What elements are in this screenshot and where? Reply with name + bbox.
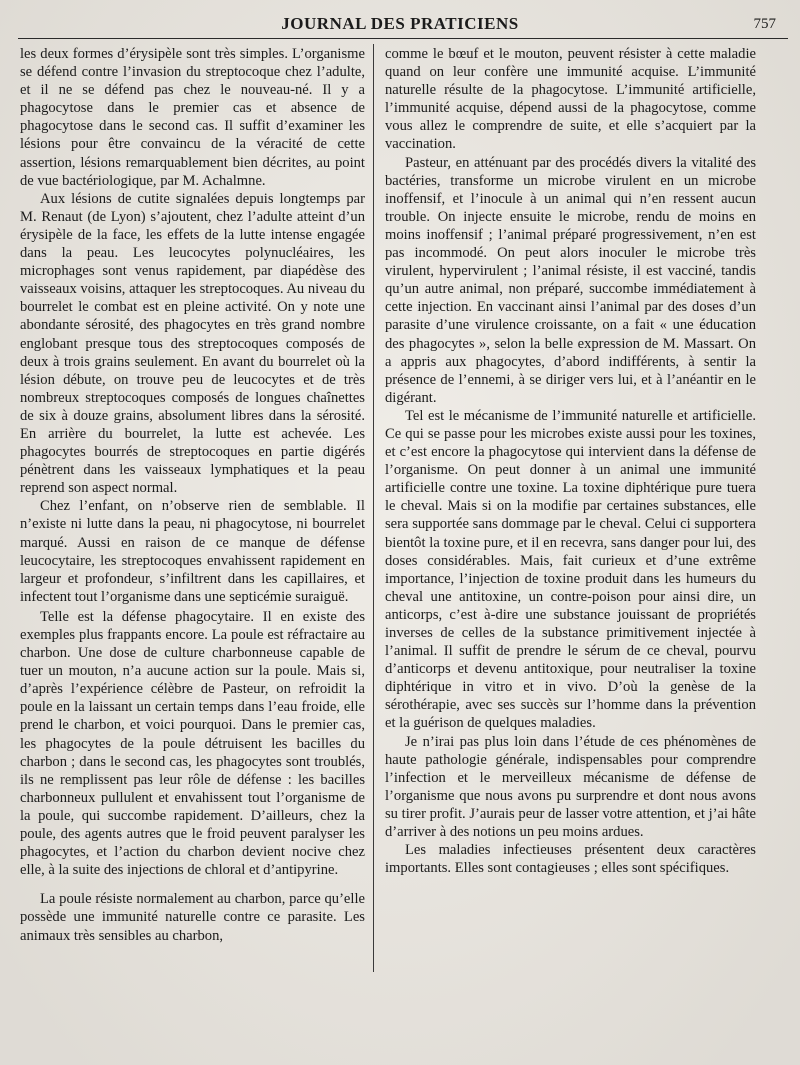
paragraph: les deux formes d’érysipèle sont très simples. L’organisme se défend contre l’invasion du streptocoque chez l’adulte, et il ne se défend pas chez le nouveau-né. Il y a phagocytose dans le premier cas et absence de phagocytose dans le second cas. Il suffit d’examiner les lésions pour être convaincu de la véracité de cette assertion, lésions remarquablement bien décrites, au point de vue bactériologique, par M. Achalmne. [20,46,365,189]
paragraph: Pasteur, en atténuant par des procédés divers la vitalité des bactéries, transforme un microbe virulent en un microbe inoffensif, et l’inocule à un animal qui n’en ressent aucun trouble. On injecte ensuite le microbe, rendu de moins en moins inoffensif ; l’animal préparé progressivement, n’en est pas incommodé. On peut alors inoculer le microbe très virulent, hypervirulent ; l’animal résiste, il est vacciné, tandis qu’un autre animal, non préparé, succombe immédiatement à cette injection. En vaccinant ainsi l’animal par des doses d’un parasite d’une virulence croissante, on a fait « une éducation des phagocytes », selon la belle expression de M. Massart. On a appris aux phagocytes, d’abord indifférents, à sentir la présence de l’ennemi, à se diriger vers lui, et à l’anéantir en le digérant. [385,154,756,406]
paragraph: Les maladies infectieuses présentent deux caractères importants. Elles sont contagieuses ; elles sont spécifiques. [385,842,756,877]
column-divider [373,44,374,972]
paragraph: Telle est la défense phagocytaire. Il en existe des exemples plus frappants encore. La poule est réfractaire au charbon. Une dose de culture charbonneuse capable de tuer un mouton, n’a aucune action sur la poule. Mais si, d’après l’expérience célèbre de Pasteur, on refroidit la poule en la laissant un certain temps dans l’eau froide, elle prend le charbon, et voici pourquoi. Dans le premier cas, les phagocytes de la poule détruisent les bacilles du charbon ; dans le second cas, les phagocytes sont troublés, ils ne remplissent pas leur rôle de défense : les bacilles charbonneux pullulent et envahissent tout l’organisme de la poule, qui succombe rapidement. D’ailleurs, chez la poule, des agents autres que le froid peuvent paralyser les phagocytes, et l’action du charbon devient nocive chez elle, à la suite des injections de chloral et d’antipyrine. [20,608,365,879]
journal-title: JOURNAL DES PRATICIENS [281,14,519,33]
paragraph: Aux lésions de cutite signalées depuis longtemps par M. Renaut (de Lyon) s’ajoutent, chez l’adulte atteint d’un érysipèle de la face, les effets de la lutte intense engagée dans la peau. Les leucocytes polynucléaires, les microphages sont venus rapidement, par diapédèse des vaisseaux voisins, attaquer les streptocoques. Au niveau du bourrelet le combat est en pleine activité. On y note une abondante sérosité, des phagocytes en très grand nombre englobant presque tous des streptocoques composés de deux à trois grains seulement. En avant du bourrelet où la lésion débute, on trouve peu de leucocytes et de très nombreux streptocoques composés de longues chaînettes de six à douze grains, absolument libres dans la sérosité. En arrière du bourrelet, la lutte est achevée. Les phagocytes bourrés de streptocoques en partie digérés pénètrent dans les vaisseaux lymphatiques et la peau reprend son aspect normal. [20,190,365,497]
paragraph: comme le bœuf et le mouton, peuvent résister à cette maladie quand on leur confère une immunité acquise. L’immunité naturelle résulte de la phagocytose. L’immunité artificielle, l’immunité acquise, dépend aussi de la phagocytose, comme vous allez le comprendre de suite, et elle s’acquiert par la vaccination. [385,46,756,153]
page-number: 757 [753,16,776,32]
paragraph: Chez l’enfant, on n’observe rien de semblable. Il n’existe ni lutte dans la peau, ni phagocytose, ni bourrelet marqué. Aussi en raison de ce manque de défense leucocytaire, les streptocoques envahissent rapidement en largeur et profondeur, s’infiltrent dans les capillaires, et infectent tout l’organisme dans une septicémie suraiguë. [20,498,365,605]
header-rule [18,38,788,39]
right-column [385,45,756,877]
paragraph: La poule résiste normalement au charbon, parce qu’elle possède une immunité naturelle contre ce parasite. Les animaux très sensibles au charbon, [20,891,365,944]
page-header [0,12,800,38]
left-column [20,45,365,945]
paragraph: Tel est le mécanisme de l’immunité naturelle et artificielle. Ce qui se passe pour les microbes existe aussi pour les toxines, et c’est encore la phagocytose qui intervient dans la défense de l’organisme. On peut donner à un animal une immunité artificielle contre une toxine. La toxine diphtérique pure tuera le cheval. Mais si on la modifie par certaines substances, elle sera supportée sans dommage par le cheval. Celui ci supportera bientôt la toxine pure, et il en recevra, sans danger pour lui, des doses considérables. Mais, fait curieux et d’une extrême importance, l’injection de toxine produit dans les humeurs du cheval une antitoxine, un contre-poison pour ainsi dire, un anticorps, c’est à-dire une substance jouissant de propriétés inverses de celles de la substance primitivement injectée à l’animal. Il suffit de prendre le sérum de ce cheval, pourvu d’anticorps et devenu antitoxique, pour neutraliser la toxine diphtérique in vitro et in vivo. D’où la genèse de la sérothérapie, avec ses succès sur l’homme dans la prévention et la guérison de quelques maladies. [385,407,756,732]
paragraph: Je n’irai pas plus loin dans l’étude de ces phénomènes de haute pathologie générale, indispensables pour comprendre l’infection et le merveilleux mécanisme de défense de l’organisme que nous avons pu surprendre et dont nous avons su tirer profit. J’aurais peur de lasser votre attention, et j’ai hâte d’arriver à des notions un peu moins ardues. [385,733,756,841]
